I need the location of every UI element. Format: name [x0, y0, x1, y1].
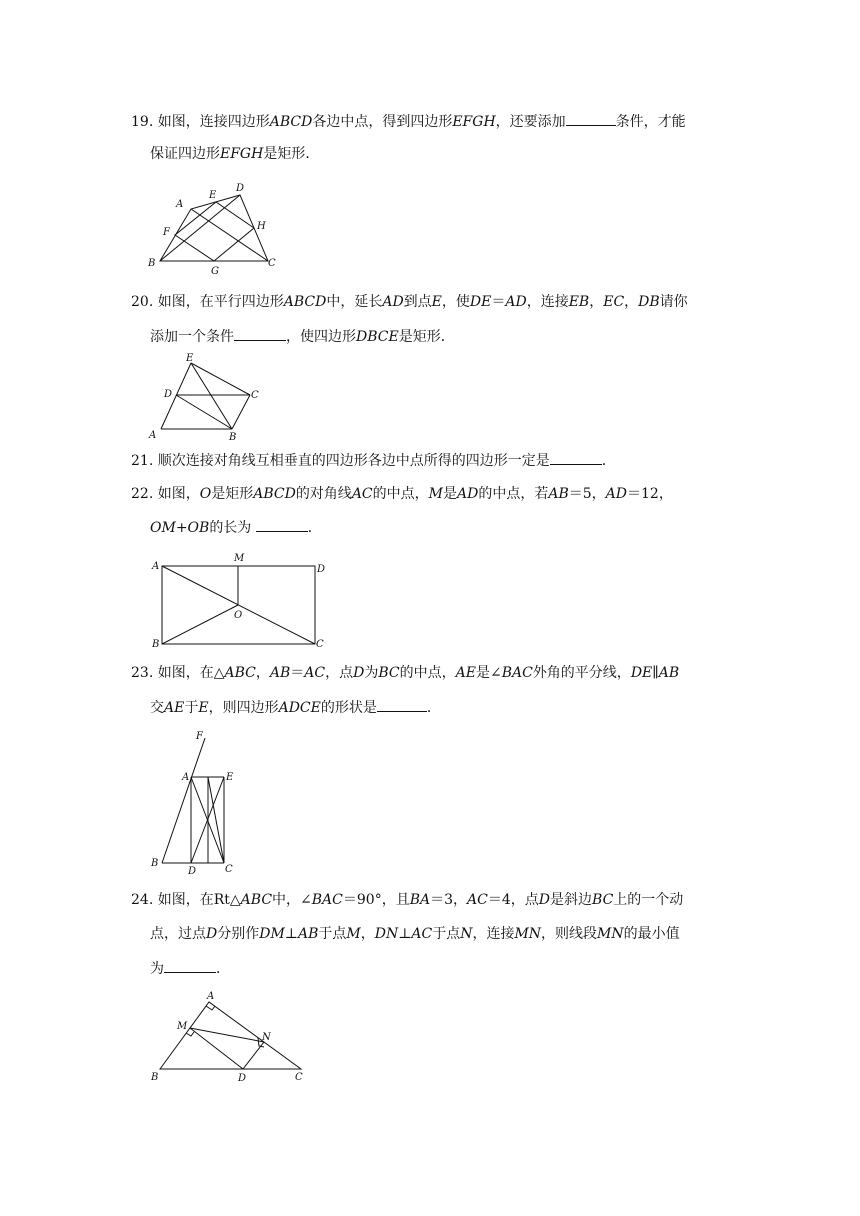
var: AE [164, 700, 185, 716]
text: 顺次连接对角线互相垂直的四边形各边中点所得的四边形一定是 [157, 453, 550, 469]
text: 点，过点 [150, 926, 206, 942]
label-D: D [164, 389, 173, 400]
text: ． [601, 453, 616, 469]
text: 上的一个动 [613, 892, 684, 908]
text: 的对角线 [295, 486, 352, 502]
text: 的形状是 [320, 700, 377, 716]
text: 为 [364, 665, 379, 681]
var: AB [297, 926, 319, 942]
var: BAC [311, 892, 343, 908]
text: 是 [442, 486, 457, 502]
var: ABCD [253, 486, 296, 502]
text: ． [426, 700, 441, 716]
label-D: D [236, 183, 245, 194]
text: 请你 [659, 294, 688, 310]
var: AC [411, 926, 433, 942]
var: BC [378, 665, 400, 681]
var: DM [259, 926, 285, 942]
text: ，点 [325, 665, 354, 681]
text: ＝5， [568, 486, 606, 502]
var: ABC [240, 892, 273, 908]
label-B: B [151, 858, 159, 869]
text: 是∠ [475, 665, 502, 681]
text: 的中点，若 [478, 486, 549, 502]
text: 的最小值 [623, 926, 680, 942]
text: 的中点， [399, 665, 456, 681]
var: D [353, 665, 365, 681]
var: DE [630, 665, 653, 681]
var: M [346, 926, 361, 942]
var: AD [505, 294, 527, 310]
text: ， [255, 665, 270, 681]
label-E: E [226, 772, 234, 783]
text: 如图，连接四边形 [157, 114, 270, 130]
label-M: M [177, 1021, 188, 1032]
label-D: D [188, 866, 197, 877]
var: AC [467, 892, 488, 908]
label-M: M [234, 553, 245, 564]
text: 如图，在△ [157, 665, 225, 681]
text: ，则线段 [541, 926, 598, 942]
var: D [206, 926, 218, 942]
question-number: 24. [131, 892, 154, 908]
text: ，连接 [472, 926, 515, 942]
question-number: 22. [131, 486, 154, 502]
text: ，使四边形 [286, 329, 356, 345]
var: AD [456, 486, 479, 502]
text: ，则四边形 [208, 700, 279, 716]
var: AE [455, 665, 476, 681]
var: DB [638, 294, 660, 310]
var: OM [150, 520, 176, 536]
label-B: B [148, 258, 156, 269]
var: MN [514, 926, 542, 942]
text: + [175, 520, 188, 536]
text: 如图，在Rt△ [157, 892, 241, 908]
text: ， [360, 926, 375, 942]
text: 交 [150, 700, 164, 716]
label-E: E [186, 353, 194, 364]
var: E [198, 700, 209, 716]
text: ⊥ [398, 926, 412, 942]
text: 分别作 [217, 926, 260, 942]
var: DE [469, 294, 492, 310]
var: EFGH [220, 146, 264, 162]
text: 如图，在平行四边形 [157, 294, 284, 310]
var: AD [605, 486, 627, 502]
label-C: C [268, 258, 276, 269]
var: AB [548, 486, 569, 502]
var: N [460, 926, 473, 942]
label-C: C [295, 1072, 303, 1083]
text: 是矩形． [263, 146, 320, 162]
text: 中，延长 [326, 294, 383, 310]
label-A: A [207, 991, 215, 1002]
var: BAC [501, 665, 533, 681]
var: O [199, 486, 212, 502]
label-C: C [225, 864, 233, 875]
var: AB [269, 665, 291, 681]
label-D: D [238, 1073, 247, 1084]
text: 是矩形． [398, 329, 455, 345]
text: 到点 [403, 294, 432, 310]
text: ∥ [652, 665, 659, 681]
label-N: N [262, 1032, 271, 1043]
var: ADCE [278, 700, 321, 716]
text: 保证四边形 [150, 146, 220, 162]
text: ，使 [441, 294, 470, 310]
text: 于点 [432, 926, 461, 942]
label-F: F [163, 227, 170, 238]
text: ＝3， [430, 892, 468, 908]
label-A: A [149, 430, 157, 441]
question-number: 20. [131, 294, 154, 310]
var: EC [603, 294, 625, 310]
question-number: 21. [131, 453, 154, 469]
label-B: B [151, 1072, 159, 1083]
var: BC [592, 892, 614, 908]
text: 添加一个条件 [150, 329, 234, 345]
text: 为 [150, 961, 164, 977]
text: ＝ [290, 665, 305, 681]
question-number: 19. [131, 114, 154, 130]
label-A: A [176, 199, 184, 210]
text: 的长为 [209, 520, 252, 536]
text: ． [307, 520, 322, 536]
label-A: A [152, 561, 160, 572]
label-F: F [196, 731, 203, 742]
label-D: D [317, 564, 326, 575]
text: 如图， [157, 486, 200, 502]
question-number: 23. [131, 665, 154, 681]
text: ＝ [491, 294, 506, 310]
var: M [428, 486, 443, 502]
text: ，连接 [526, 294, 569, 310]
label-B: B [229, 432, 237, 443]
var: AC [304, 665, 326, 681]
text: ＝90°，且 [342, 892, 410, 908]
var: D [538, 892, 551, 908]
var: E [431, 294, 442, 310]
text: 的中点， [372, 486, 429, 502]
var: DBCE [356, 329, 399, 345]
text: 是斜边 [550, 892, 593, 908]
label-O: O [234, 610, 243, 621]
var: AD [382, 294, 404, 310]
var: ABC [224, 665, 256, 681]
text: ． [216, 961, 230, 977]
var: AC [351, 486, 373, 502]
text: ， [624, 294, 639, 310]
text: 外角的平分线， [532, 665, 631, 681]
var: BA [409, 892, 431, 908]
text: ， [589, 294, 604, 310]
var: ABCD [283, 294, 327, 310]
label-E: E [209, 190, 217, 201]
var: AB [658, 665, 680, 681]
var: EB [568, 294, 590, 310]
text: 于 [184, 700, 199, 716]
text: ⊥ [284, 926, 298, 942]
text: ＝12， [627, 486, 673, 502]
label-A: A [182, 772, 190, 783]
text: 各边中点，得到四边形 [312, 114, 453, 130]
text: 中，∠ [272, 892, 312, 908]
text: ，还要添加 [495, 114, 566, 130]
var: MN [597, 926, 624, 942]
label-C: C [251, 390, 259, 401]
label-C: C [316, 639, 324, 650]
var: DN [374, 926, 399, 942]
text: 条件，才能 [615, 114, 686, 130]
label-B: B [152, 639, 160, 650]
var: OB [187, 520, 210, 536]
label-H: H [257, 221, 266, 232]
text: 是矩形 [211, 486, 254, 502]
var: ABCD [269, 114, 313, 130]
var: EFGH [452, 114, 496, 130]
text: 于点 [318, 926, 347, 942]
label-G: G [211, 266, 219, 277]
text: ＝4，点 [487, 892, 539, 908]
